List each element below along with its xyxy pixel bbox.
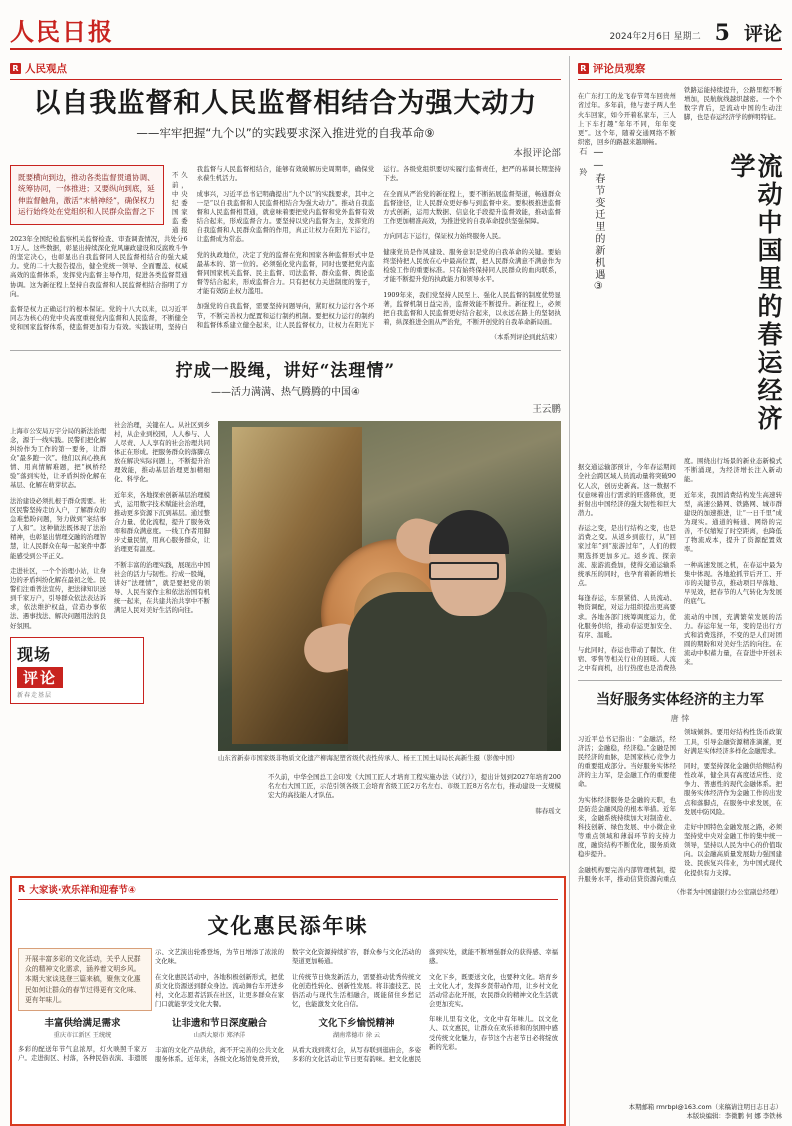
article-paragraph: 法治建设必须扎根于群众需要。社区民警坚持走访入户，了解群众的急难愁盼问题，努力做到“案结事了人和”。这种做法既体现了法治精神，也彰显出情理交融的治理智慧，让人民群众在每一起案件中都能感受到公平正义。 [10, 496, 106, 560]
article-paragraph: 铁路运能持续提升，公路里程不断增加，民航航线越织越密。一个个数字背后，是流动中国的生动注脚，也是春运经济学的鲜明特征。 [683, 86, 782, 122]
article-paragraph: 社会治理，关键在人。从社区到乡村，从企业到校园，人人参与、人人尽责、人人享有的社会治理共同体正在形成。把服务群众的落脚点放在解决实际问题上，不断提升治理效能，推动基层治理更加精细化、科学化。 [114, 420, 210, 484]
flag-badge-icon: R [578, 63, 589, 74]
article-paragraph: 习近平总书记指出：“金融活，经济活；金融稳，经济稳。”金融是国民经济的血脉，是国家核心竞争力的重要组成部分。当好服务实体经济的主力军，是金融工作的重要使命。 [577, 734, 676, 789]
left-column [10, 56, 561, 1126]
photo-byline: 韩春瑶文 [535, 806, 561, 815]
flag-badge-icon: R [10, 63, 21, 74]
feature-paragraph: 文化下乡，既要送文化，也要种文化。培育乡土文化人才，发挥乡贤带动作用，让乡村文化活动常态化开展，农民群众的精神文化生活就会更加充实。 [429, 972, 558, 1008]
article-source-note: （本系列评论到此结束） [490, 333, 561, 342]
feature-item-title: 文化下乡愉悦精神 [318, 1018, 395, 1030]
article-paragraph: 据交通运输部预计，今年春运期间全社会跨区域人员流动量将突破90亿人次，创历史新高。这一数据不仅意味着出行需求的旺盛释放，更折射出中国经济的强大韧性和巨大潜力。 [577, 463, 676, 517]
article-paragraph: 近年来，我国消费结构发生高速转型，高速公路网、铁路网、城市群建设的加速推进，让“一日千里”成为现实。通道的畅通、网络的完善，不仅缩短了时空距离，也降低了物流成本，提升了资源配置效率。 [683, 490, 782, 554]
right-main-headline: 流动中国里的春运经济学 [727, 152, 783, 433]
main-subhead: ——牢牢把握“九个以”的实践要求深入推进党的自我革命⑨ [136, 126, 435, 141]
feature-paragraph: 让传统节日焕发新活力，需要推动优秀传统文化创造性转化、创新性发展。将非遗技艺、民俗活动与现代生活相融合，既能留住乡愁记忆，也能激发文化自信。 [292, 972, 421, 1008]
right-column [569, 56, 782, 1126]
publication-date: 2024年2月6日 星期二 [609, 32, 701, 42]
article-paragraph: 成事兴，习近平总书记明确提出“九个以”的实践要求，其中之一是“以自我监督和人民监督相结合为强大动力”。推动自我监督和人民监督相贯通，就意味着要把党内监督和党外监督有效结合起来，形成监督合力。要坚持以党内监督为主，发挥党的自我监督和人民群众监督的作用，真正让权力在阳光下运行，让监督成为常态。 [196, 189, 375, 244]
article-paragraph: 在广东打工的龙飞春节驾车回贵州省过年。多年前，他与妻子两人坐火车回家，如今开着私家车，三人上下车打趣“年年不同，年年变更”。这个年，随着交通网络不断织密，回乡的路越来越顺畅。 [577, 92, 676, 146]
right-lead-body [578, 457, 782, 674]
feature-item-author: 重庆市江新区 王统统 [53, 1031, 112, 1039]
page-columns [10, 56, 782, 1126]
article-paragraph: 为实体经济服务是金融的天职，也是防范金融风险的根本举措。近年来，金融系统持续加大对制造业、科技创新、绿色发展、中小微企业等重点领域和薄弱环节的支持力度，融资结构不断优化，服务质效稳步提升。 [577, 795, 676, 859]
feature-panel-dajiatan [10, 876, 566, 1126]
main-byline: 本报评论部 [513, 148, 561, 160]
feature-photo [218, 421, 561, 751]
flag-badge-icon: R [18, 883, 26, 895]
feature-paragraph: 多彩的配送年节气息浓厚，灯火映照千家万户。走进街区、村落，各种民俗表演、非遗展示、文艺演出轮番登场，为节日增添了浓浓的文化味。 [18, 948, 284, 1063]
live-badge-line2: 评论 [17, 667, 63, 688]
article-paragraph: 上海市公安局万宇分局的新法治理念，源于一线实践。民警们把化解纠纷作为工作的第一要务，让群众“最多跑一次”。他们以真心换真情、用真情解难题，把“枫桥经验”落到实处，让矛盾纠纷化解在基层、化解在萌芽状态。 [10, 426, 107, 490]
vertical-headline-wrap [578, 147, 782, 457]
feature-paragraph: 在文化惠民活动中，各地积极创新形式，把优质文化资源送到群众身边。流动舞台车开进乡村，文化志愿者活跃在社区，让更多群众在家门口就能享受文化大餐。 [155, 972, 284, 1008]
section-flag-renmin-guandian [10, 61, 67, 76]
article-paragraph: 近年来，各地探索创新基层治理模式，运用数字技术赋能社会治理，推动更多资源下沉到基层。通过整合力量、优化流程，提升了服务效率和群众满意度。一线工作者用脚步丈量民情，用真心服务群众，让治理更有温度。 [114, 490, 210, 554]
footer-editors: 本版块编辑：李微鹏 何 娜 李铁林 [686, 1112, 782, 1121]
right-main-subhead: ——春节变迁里的新机遇③ [592, 146, 604, 294]
right-secondary-byline: 唐 悻 [670, 714, 690, 724]
photo-secondary-caption: 不久前，中华全国总工会印发《大国工匠人才培育工程实施办法（试行）》，提出计划到2027年培育200名左右大国工匠，示范引领各级工会培育省级工匠2万名左右、市级工匠8万名左右，推动建设一支规模宏大的高技能人才队伍。 [268, 772, 561, 800]
photo-person-body [348, 592, 547, 750]
feature-intro-box: 开展丰富多彩的文化活动，关乎人民群众的精神文化需求，涵养着文明乡风。本期大家谈选登三篇来稿，聚焦文化惠民如何让群众的春节过得更有文化味、更有年味儿。 [18, 948, 152, 1011]
newspaper-logo: 人民日报 [10, 17, 114, 46]
masthead [10, 8, 782, 50]
live-badge-line1: 现场 [17, 644, 52, 664]
article-paragraph: 健康党员是作风建设、服务意识是党的自我革命的关键。要始终坚持把人民放在心中最高位置，把人民群众满意不满意作为检验工作的重要标准。只有始终保持同人民群众的血肉联系，才能不断提升党的执政能力和领导水平。 [383, 247, 561, 284]
article-paragraph: 与此同时，春运也带动了餐饮、住宿、零售等相关行业的回暖。人流之中有商机，出行热度也是消费热度。围绕出行场景的新业态新模式不断涌现，为经济增长注入新动能。 [577, 456, 782, 673]
article-paragraph: 一种高速发展之机，在春运中最为集中体现。各地抢抓节后开工、开市的关键节点，推动项目早落地、早见效，把春节的人气转化为发展的底气。 [683, 560, 782, 606]
feature-headline: 文化惠民添年味 [207, 913, 369, 938]
secondary-byline: 王云鹏 [532, 403, 561, 415]
photo-caption: 山东省新泰市国家级非物质文化遗产柳海泥塑省级代表性传承人、杨王工国土局局长高新生摄（影像中国） [218, 753, 519, 762]
flag-divider [578, 79, 782, 80]
article-paragraph: 春运之变，是出行结构之变，也是消费之变。从返乡到旅行，从“回家过年”到“旅游过年”，人们的假期选择更加多元。返乡流、探亲流、旅游流叠加，使得交通运输系统承压的同时，也孕育着新的增长点。 [577, 524, 676, 587]
section-flag-label: 人民观点 [25, 63, 67, 75]
feature-body [18, 948, 558, 1064]
right-secondary-note: （作者为中国建银行办公室副总经理） [673, 888, 782, 897]
section-flag-label: 评论员观察 [592, 63, 646, 75]
feature-paragraph: 年味儿里有文化，文化中有年味儿。以文化人、以文惠民，让群众在欢乐祥和的氛围中感受传统文化魅力，春节这个古老节日必将绽放新的光彩。 [429, 1015, 558, 1051]
article-paragraph: 党的执政地位，决定了党的监督在党和国家各种监督形式中是最基本的、第一位的。必须强化党内监督，同时也要把党内监督同国家机关监督、民主监督、司法监督、群众监督、舆论监督等结合起来，形成监督合力。只有把权力关进制度的笼子，才能有效防止权力滥用。 [196, 250, 375, 295]
glasses-icon [429, 562, 499, 580]
feature-item-title: 丰富供给满足需求 [44, 1017, 121, 1029]
article-paragraph: 金融机构要完善内部管理机制，提升服务水平，推动信贷资源向重点领域倾斜。要用好结构性货币政策工具，引导金融资源精准滴灌，更好满足实体经济多样化金融需求。 [577, 728, 782, 883]
article-paragraph: 方向同志下运行，保证权力始终服务人民。 [383, 232, 505, 241]
feature-item-author: 湖南常德市 徐 云 [332, 1032, 381, 1040]
secondary-subhead: ——活力满满、热气腾腾的中国④ [210, 386, 360, 398]
section-name: 评论 [743, 23, 782, 45]
feature-flag [18, 882, 558, 896]
live-badge-line3: 新春走基层 [17, 691, 53, 699]
right-article-divider [578, 680, 782, 681]
section-flag-pinglunyuan [578, 61, 646, 76]
photo-person-hair [429, 510, 509, 554]
footer-email: 本期邮箱 rmrbpl@163.com（来稿请注明日志日志） [628, 1102, 782, 1111]
feature-paragraph: 丰富的文化产品供给，离不开完善的公共文化服务体系。近年来，各级文化场馆免费开放，数字文化资源持续扩容，群众参与文化活动的渠道更加畅通。 [155, 948, 421, 1063]
live-comment-badge [10, 637, 144, 704]
article-paragraph: 流动的中国，充满繁荣发展的活力。春运年复一年，变的是出行方式和消费选择，不变的是人们对团圆的期盼和对美好生活的向往。在流动中积蓄力量，在奋进中开创未来。 [683, 612, 782, 666]
article-paragraph: 走进社区，一个个治理小站，让身边的矛盾纠纷化解在最初之处。民警们注重普法宣传，把法律知识送到千家万户，引导群众依法表达诉求，依法维护权益，营造办事依法、遇事找法、解决问题用法的良好氛围。 [10, 566, 106, 630]
article-paragraph: 不久前，中央纪委国家监委通报2023年全国纪检监察机关监督检查、审查调查情况，共处分61万人。这些数据，彰显出持续深化党风廉政建设和反腐败斗争的坚定决心，也彰显出自我监督同人民监督相结合的强大威力。党的二十大报告提出，健全党统一领导、全面覆盖、权威高效的监督体系，发挥党内监督主导作用，促进各类监督贯通协调。这为新征程上坚持自我监督和人民监督相结合指明了方向。 [10, 171, 188, 298]
article-paragraph: 同时，要坚持深化金融供给侧结构性改革，健全具有高度适应性、竞争力、普惠性的现代金融体系。把服务实体经济作为金融工作的出发点和落脚点，在服务中求发展，在发展中防风险。 [683, 762, 782, 816]
article-paragraph: 加强党的自我监督，需要坚持问题导向，紧盯权力运行各个环节，不断完善权力配置和运行制约机制。要把权力运行的制约和监督体系建立健全起来，让人民监督权力，让权力在阳光下运行。各级党组织要切实履行监督责任，把严的基调长期坚持下去。 [196, 165, 561, 329]
article-paragraph: 不断丰富的治理实践，展现出中国社会的活力与韧性。拧成一股绳，讲好“法理情”，就是要把党的领导、人民当家作主和依法治国有机统一起来，在共建共治共享中不断满足人民对美好生活的向往。 [114, 560, 210, 615]
main-headline: 以自我监督和人民监督相结合为强大动力 [33, 88, 538, 119]
article-paragraph: 1909年来，我们党坚持人民至上、强化人民监督的制度优势显著，监督机制日益完善，监督效能不断提升。新征程上，必须把自我监督和人民监督更好结合起来，以永远在路上的坚韧执着，纵深推进全面从严治党，不断开创党的自我革命新局面。 [383, 290, 561, 326]
feature-flag-label: 大家谈·欢乐祥和迎春节④ [29, 885, 136, 896]
masthead-right [609, 22, 782, 44]
right-lead-top-text [578, 86, 782, 147]
feature-divider [18, 899, 558, 900]
pull-quote: 既要横向到边，推动各类监督贯通协调、统筹协同，一体推进；又要纵向到底，延伸监督触角，激活“末梢神经”，确保权力运行始终处在党组织和人民群众监督之下 [10, 165, 164, 225]
page-number: 5 [714, 20, 730, 46]
feature-paragraph: 从看大戏到赏灯会，从写春联到逛庙会，多姿多彩的文化活动让节日更有韵味。把文化惠民落到实处，就能不断增强群众的获得感、幸福感。 [292, 948, 558, 1063]
right-secondary-body [578, 728, 782, 884]
right-main-author: 石 羚 [578, 146, 588, 178]
right-secondary-headline: 当好服务实体经济的主力军 [595, 692, 764, 709]
flag-divider [10, 79, 561, 80]
feature-item-author: 山西大原市 郑泽洋 [193, 1032, 246, 1040]
secondary-headline: 拧成一股绳，讲好“法理情” [175, 360, 396, 381]
article-paragraph: 每逢春运，车票紧俏、人员流动、物资调配，对运力组织提出更高要求。各地各部门统筹调度运力，优化服务供给，推动春运更加安全、有序、温暖。 [577, 594, 676, 639]
feature-item-title: 让非遗和节日深度融合 [171, 1018, 267, 1030]
article-paragraph: 在全面从严治党的新征程上，要不断拓展监督渠道，畅通群众监督途径，让人民群众更好参与到监督中来。要积极推进监督方式创新，运用大数据、信息化手段提升监督效能，推动监督工作更加精准高效，为推进党的自我革命提供坚强保障。 [383, 189, 561, 225]
lead-article-body [10, 165, 561, 342]
article-paragraph: 监督是权力正确运行的根本保证。党的十八大以来，以习近平同志为核心的党中央高度重视党内监督和人民监督，不断健全党和国家监督体系，使监督更加有力有效。实践证明，坚持自我监督与人民监督相结合，能够有效破解历史周期率，确保党永葆生机活力。 [10, 165, 375, 332]
secondary-article-body [10, 421, 210, 631]
article-paragraph: 走好中国特色金融发展之路，必须坚持党中央对金融工作的集中统一领导，坚持以人民为中心的价值取向。以金融高质量发展助力强国建设、民族复兴伟业，为中国式现代化提供有力支撑。 [683, 823, 782, 877]
article-divider [10, 350, 561, 351]
